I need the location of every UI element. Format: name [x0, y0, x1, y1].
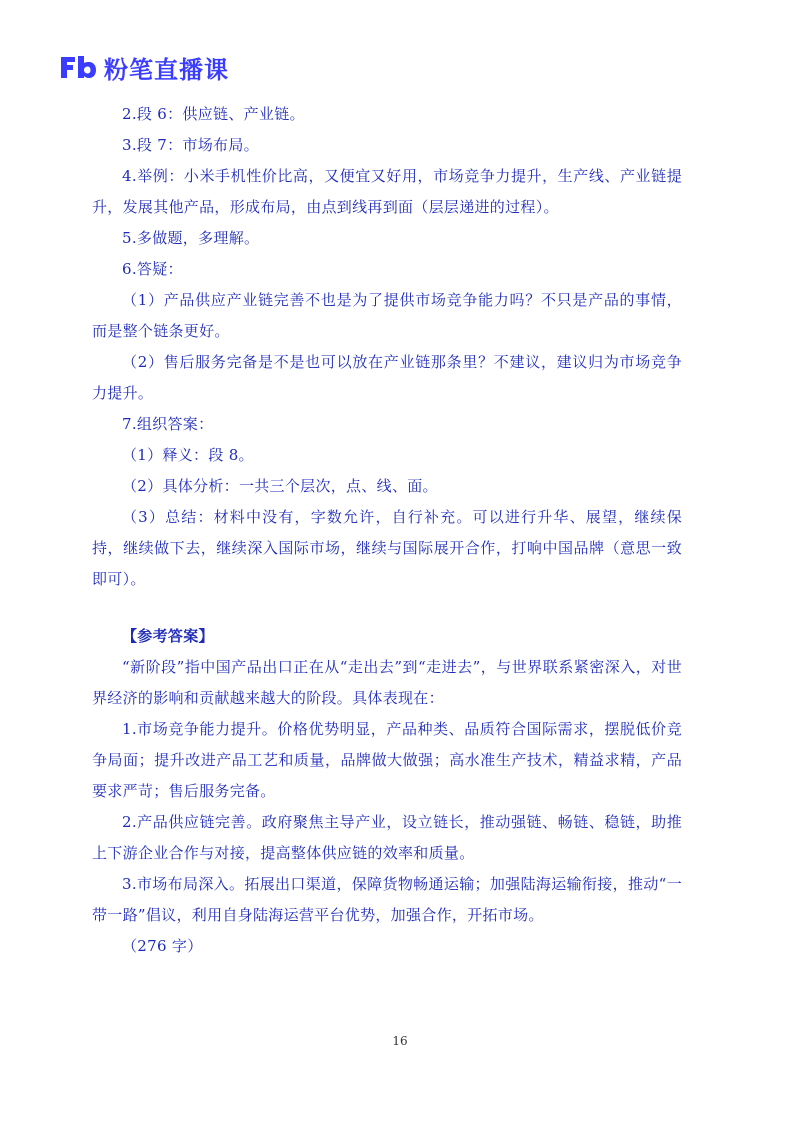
page-header: [58, 50, 229, 84]
answer-paragraph: 3.市场布局深入。拓展出口渠道，保障货物畅通运输；加强陆海运输衔接，推动“一带一路”倡议，利用自身陆海运营平台优势，加强合作，开拓市场。: [92, 875, 682, 924]
note-item: （3）总结：材料中没有，字数允许，自行补充。可以进行升华、展望，继续保持，继续做下去，继续深入国际市场，继续与国际展开合作，打响中国品牌（意思一致即可）。: [92, 508, 682, 588]
answer-paragraph: “新阶段”指中国产品出口正在从“走出去”到“走进去”，与世界联系紧密深入，对世界经济的影响和贡献越来越大的阶段。具体表现在：: [92, 658, 682, 707]
page-number: 16: [392, 1034, 408, 1048]
note-item: （2）售后服务完备是不是也可以放在产业链那条里？不建议，建议归为市场竞争力提升。: [92, 353, 682, 402]
answer-paragraph: 2.产品供应链完善。政府聚焦主导产业，设立链长，推动强链、畅链、稳链，助推上下游企业合作与对接，提高整体供应链的效率和质量。: [92, 813, 682, 862]
answer-paragraph: 1.市场竞争能力提升。价格优势明显，产品种类、品质符合国际需求，摆脱低价竞争局面；提升改进产品工艺和质量，品牌做大做强；高水准生产技术，精益求精，产品要求严苛；售后服务完备。: [92, 720, 682, 800]
fb-logo-icon: [58, 53, 98, 81]
section-gap: [122, 595, 682, 621]
word-count: （276 字）: [122, 937, 203, 955]
note-item: （2）具体分析：一共三个层次，点、线、面。: [122, 477, 438, 495]
document-body: [92, 99, 682, 962]
note-item: 5.多做题，多理解。: [122, 229, 260, 247]
note-item: （1）产品供应产业链完善不也是为了提供市场竞争能力吗？不只是产品的事情，而是整个链条更好。: [92, 291, 682, 340]
note-item: 3.段 7：市场布局。: [122, 136, 259, 154]
note-item: （1）释义：段 8。: [122, 446, 254, 464]
brand-name: 粉笔直播课: [104, 55, 229, 84]
answer-title: 【参考答案】: [122, 627, 214, 645]
note-item: 4.举例：小米手机性价比高，又便宜又好用，市场竞争力提升，生产线、产业链提升，发展其他产品，形成布局，由点到线再到面（层层递进的过程）。: [92, 167, 682, 216]
note-item: 2.段 6：供应链、产业链。: [122, 105, 305, 123]
note-item: 6.答疑：: [122, 260, 183, 278]
note-item: 7.组织答案：: [122, 415, 214, 433]
